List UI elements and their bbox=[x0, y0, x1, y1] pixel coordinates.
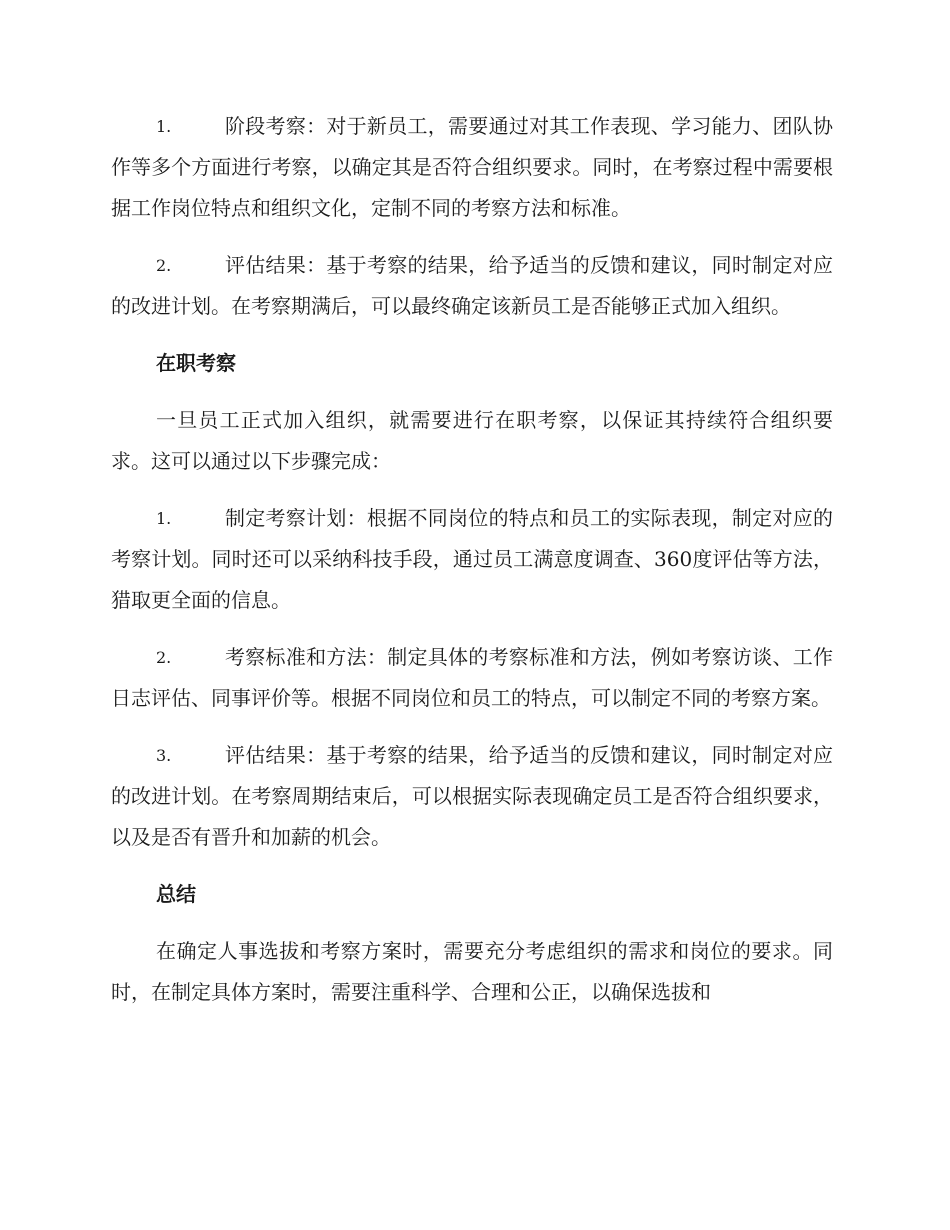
list-number: 1. bbox=[156, 509, 172, 528]
list-item bbox=[111, 637, 833, 719]
list-text: 评估结果：基于考察的结果，给予适当的反馈和建议，同时制定对应的改进计划。在考察周期结束后，可以根据实际表现确定员工是否符合组织要求，以及是否有晋升和加薪的机会。 bbox=[111, 743, 833, 849]
list-text: 评估结果：基于考察的结果，给予适当的反馈和建议，同时制定对应的改进计划。在考察期满后，可以最终确定该新员工是否能够正式加入组织。 bbox=[111, 253, 833, 318]
summary-paragraph: 在确定人事选拔和考察方案时，需要充分考虑组织的需求和岗位的要求。同时，在制定具体方案时，需要注重科学、合理和公正，以确保选拔和 bbox=[111, 939, 833, 1004]
section-heading-summary: 总结 bbox=[156, 882, 196, 906]
list-text: 制定考察计划：根据不同岗位的特点和员工的实际表现，制定对应的考察计划。同时还可以采纳科技手段，通过员工满意度调查、360度评估等方法，猎取更全面的信息。 bbox=[111, 506, 833, 612]
list-item bbox=[111, 245, 833, 327]
onjob-intro-paragraph: 一旦员工正式加入组织，就需要进行在职考察，以保证其持续符合组织要求。这可以通过以下步骤完成： bbox=[111, 408, 833, 473]
list-item bbox=[111, 735, 833, 858]
list-number: 2. bbox=[156, 256, 172, 275]
list-number: 3. bbox=[156, 746, 172, 765]
document-page bbox=[111, 106, 833, 1029]
list-item bbox=[111, 106, 833, 229]
section-heading-onjob: 在职考察 bbox=[156, 351, 236, 375]
list-number: 2. bbox=[156, 648, 172, 667]
list-item bbox=[111, 498, 833, 621]
list-text: 考察标准和方法：制定具体的考察标准和方法，例如考察访谈、工作日志评估、同事评价等。根据不同岗位和员工的特点，可以制定不同的考察方案。 bbox=[111, 645, 833, 710]
list-number: 1. bbox=[156, 117, 172, 136]
list-text: 阶段考察：对于新员工，需要通过对其工作表现、学习能力、团队协作等多个方面进行考察，以确定其是否符合组织要求。同时，在考察过程中需要根据工作岗位特点和组织文化，定制不同的考察方法和标准。 bbox=[111, 114, 833, 220]
